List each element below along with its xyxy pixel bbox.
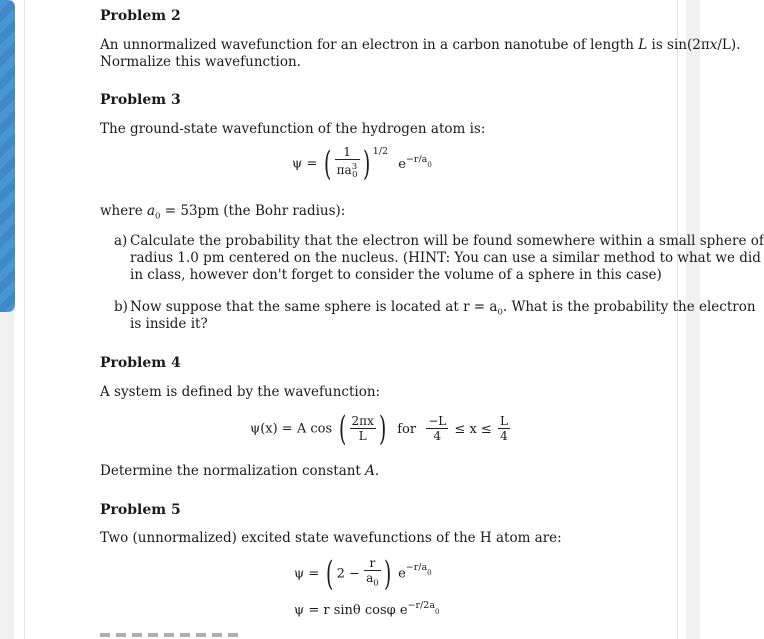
problem3-part-b-label: b) <box>114 299 128 315</box>
problem3-heading: Problem 3 <box>100 92 181 108</box>
problem3-equation: ψ = ( $\frac{1}{\pi a^3_0}$ ) $^{1/2}$ $e^{-r/a}_0$ <box>292 144 432 185</box>
problem4-heading: Problem 4 <box>100 355 181 371</box>
problem5-intro: Two (unnormalized) excited state wavefunctions of the H atom are: <box>100 530 562 546</box>
problem2-text-line2: Normalize this wavefunction. <box>100 54 301 70</box>
problem3-part-b-line2: is inside it? <box>130 316 208 332</box>
problem3-part-a-line3: in class, however don't forget to consider the volume of a sphere in this case) <box>130 267 662 283</box>
scrollbar-thumb[interactable] <box>0 0 15 312</box>
problem2-text-line1: An unnormalized wavefunction for an electron in a carbon nanotube of length L is sin(2πx/L). <box>100 37 741 53</box>
problem4-equation: ψ(x) = A cos ( $\frac{2\pi x}{L}$ ) for $\frac{-L}{4}$ ≤ x ≤ $\frac{L}{4}$ <box>250 409 508 449</box>
problem4-intro: A system is defined by the wavefunction: <box>100 384 381 400</box>
problem2-heading: Problem 2 <box>100 8 181 24</box>
problem3-part-a-line1: Calculate the probability that the electron will be found somewhere within a small sphere of <box>130 233 764 249</box>
problem3-part-a-line2: radius 1.0 pm centered on the nucleus. (HINT: You can use a similar method to what we did <box>130 250 761 266</box>
cut-off-text-line <box>100 633 240 637</box>
problem3-part-b-line1: Now suppose that the same sphere is located at $r = a_0$. What is the probability the electron <box>130 299 756 318</box>
problem5-equation2: ψ = r sinθ cosφ $e^{-r/2a}_0$ <box>294 600 440 618</box>
problem4-conclusion: Determine the normalization constant A. <box>100 463 380 479</box>
problem3-where-line: where $a_0 = 53pm$ (the Bohr radius): <box>100 203 346 222</box>
problem5-heading: Problem 5 <box>100 502 181 518</box>
problem3-intro: The ground-state wavefunction of the hydrogen atom is: <box>100 121 486 137</box>
problem5-equation1: ψ = ( 2 − $\frac{r}{a_0}$ ) $e^{-r/a}_0$ <box>294 554 432 594</box>
problem3-part-a-label: a) <box>114 233 128 249</box>
